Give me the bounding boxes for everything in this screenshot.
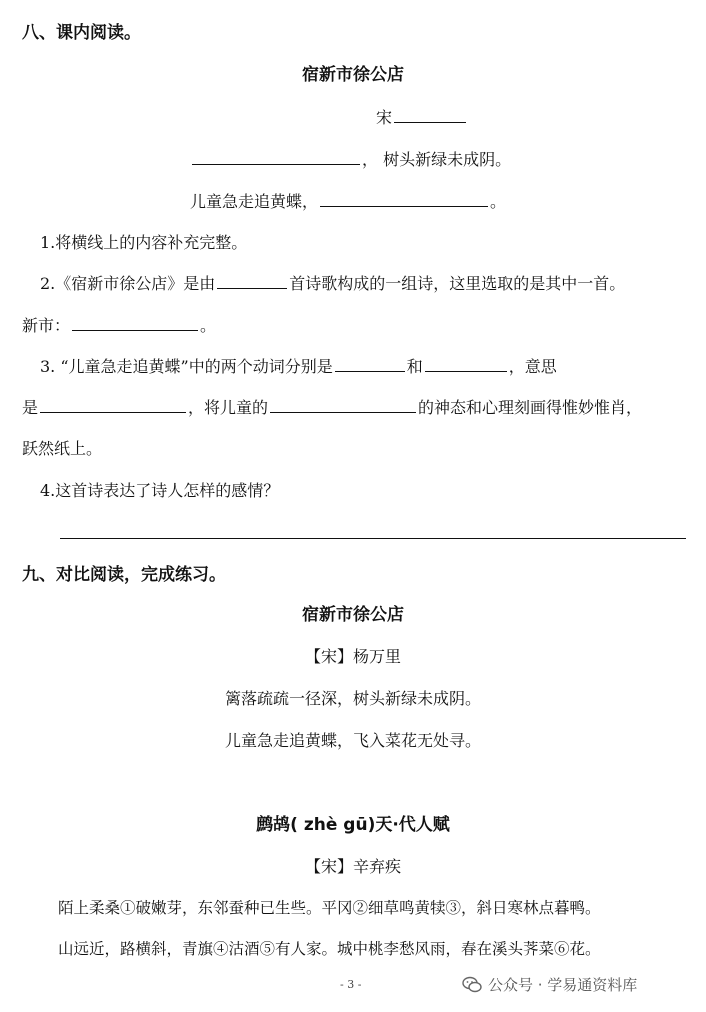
- q2-xinshi-blank[interactable]: [72, 316, 198, 331]
- watermark-text: 公众号 · 学易通资料库: [488, 976, 638, 994]
- q3-text-a: 3. “儿童急走追黄蝶”中的两个动词分别是: [40, 357, 333, 376]
- poem-line-1-text: ， 树头新绿未成阴。: [362, 150, 512, 169]
- question-4: 4.这首诗表达了诗人怎样的感情？: [40, 481, 280, 500]
- author-blank[interactable]: [394, 108, 466, 123]
- q3-meaning-blank[interactable]: [40, 398, 186, 413]
- author-prefix: 宋: [376, 108, 393, 127]
- q2-text-b: 首诗歌构成的一组诗，这里选取的是其中一首。: [289, 274, 626, 293]
- q2-text-a: 2.《宿新市徐公店》是由: [40, 274, 216, 293]
- poem-line-2-text: 儿童急走追黄蝶，: [190, 192, 319, 211]
- q3-text-c: ，意思: [508, 357, 557, 376]
- poem-line-1-blank[interactable]: [192, 150, 360, 165]
- q3-text-b: 和: [406, 357, 423, 376]
- watermark: [462, 974, 637, 995]
- poem-2-title: 鹧鸪( zhè gū)天·代人赋: [256, 815, 450, 835]
- q2-count-blank[interactable]: [217, 274, 287, 289]
- question-2-line-2: [22, 315, 216, 337]
- q3-text-f: 的神态和心理刻画得惟妙惟肖，: [418, 398, 643, 417]
- q2-text-d: 。: [200, 316, 217, 335]
- poem-2-author: 【宋】辛弃疾: [304, 857, 401, 876]
- poem-1-line-2: 儿童急走追黄蝶，飞入菜花无处寻。: [224, 731, 481, 750]
- poem-line-2: [190, 191, 506, 213]
- q4-answer-line[interactable]: [60, 538, 686, 539]
- poem-author-line: [376, 107, 468, 129]
- poem-line-2-blank[interactable]: [320, 192, 488, 207]
- poem-1-author: 【宋】杨万里: [304, 647, 401, 666]
- q3-verb1-blank[interactable]: [335, 357, 405, 372]
- q3-demeanor-blank[interactable]: [270, 398, 416, 413]
- page-number: - 3 -: [340, 978, 362, 991]
- question-3-line-1: [40, 356, 557, 378]
- q3-text-d: 是: [22, 398, 39, 417]
- q3-text-e: ，将儿童的: [188, 398, 269, 417]
- poem-line-2-end: 。: [490, 192, 507, 211]
- poem-title: 宿新市徐公店: [302, 65, 404, 85]
- poem-1-title: 宿新市徐公店: [302, 605, 404, 625]
- question-3-line-3: 跃然纸上。: [22, 439, 103, 458]
- poem-line-1: [190, 149, 511, 171]
- section-8-heading: 八、课内阅读。: [22, 23, 141, 43]
- question-3-line-2: [22, 397, 642, 419]
- poem-2-line-1: 陌上柔桑①破嫩芽，东邻蚕种已生些。平冈②细草鸣黄犊③，斜日寒林点暮鸭。: [58, 899, 601, 917]
- question-1: 1.将横线上的内容补充完整。: [40, 233, 248, 252]
- poem-1-line-1: 篱落疏疏一径深，树头新绿未成阴。: [224, 689, 481, 708]
- wechat-icon: [462, 976, 482, 994]
- q2-text-c: 新市：: [22, 316, 71, 335]
- section-9-heading: 九、对比阅读，完成练习。: [22, 565, 226, 585]
- question-2-line-1: [40, 273, 625, 295]
- q3-verb2-blank[interactable]: [425, 357, 507, 372]
- poem-2-line-2: 山远近，路横斜，青旗④沽酒⑤有人家。城中桃李愁风雨，春在溪头荠菜⑥花。: [58, 940, 601, 958]
